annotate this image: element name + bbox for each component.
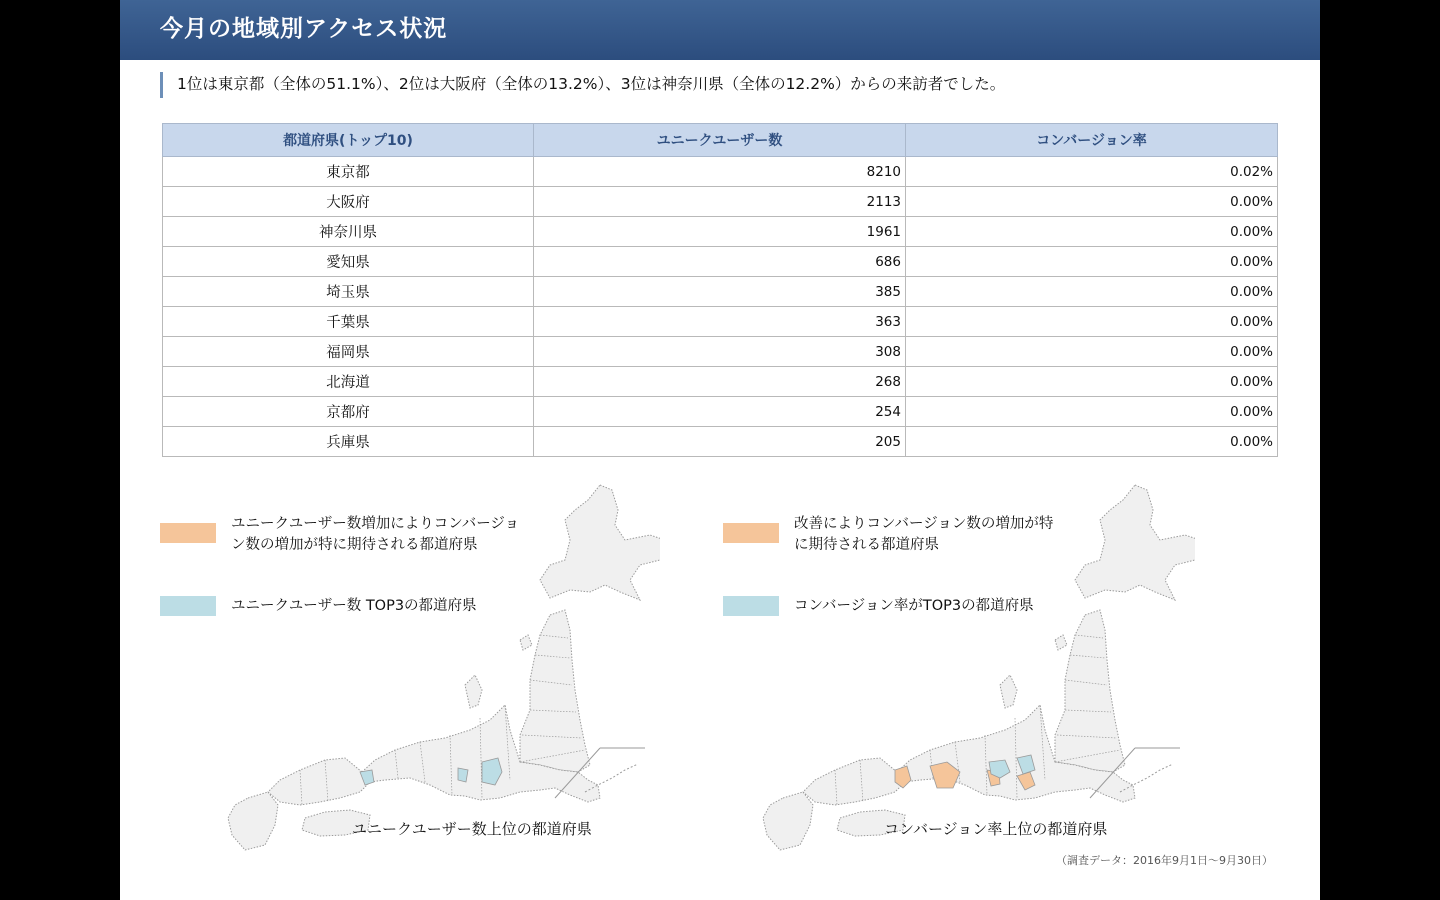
- cell-conversion-rate: 0.00%: [906, 307, 1278, 337]
- cell-prefecture: 東京都: [163, 157, 534, 187]
- title-bar: [120, 0, 1320, 60]
- cell-unique-users: 308: [534, 337, 906, 367]
- map-caption-right: コンバージョン率上位の都道府県: [884, 820, 1108, 838]
- table-row: [163, 427, 1278, 457]
- table-row: [163, 247, 1278, 277]
- cell-conversion-rate: 0.00%: [906, 427, 1278, 457]
- cell-prefecture: 埼玉県: [163, 277, 534, 307]
- cell-unique-users: 254: [534, 397, 906, 427]
- cell-prefecture: 福岡県: [163, 337, 534, 367]
- cell-conversion-rate: 0.00%: [906, 247, 1278, 277]
- cell-unique-users: 363: [534, 307, 906, 337]
- cell-prefecture: 兵庫県: [163, 427, 534, 457]
- header-prefecture: 都道府県(トップ10): [163, 124, 534, 157]
- cell-conversion-rate: 0.00%: [906, 187, 1278, 217]
- cell-unique-users: 205: [534, 427, 906, 457]
- legend-text-blue: ユニークユーザー数 TOP3の都道府県: [231, 598, 477, 614]
- page-title: 今月の地域別アクセス状況: [160, 16, 448, 42]
- prefecture-shapes: [228, 485, 660, 850]
- cell-unique-users: 2113: [534, 187, 906, 217]
- table-row: [163, 367, 1278, 397]
- legend-text-orange: ユニークユーザー数増加によりコンバージョン数の増加が特に期待される都道府県: [231, 516, 520, 553]
- japan-map-left: [220, 480, 660, 860]
- cell-conversion-rate: 0.00%: [906, 367, 1278, 397]
- cell-conversion-rate: 0.00%: [906, 337, 1278, 367]
- cell-prefecture: 京都府: [163, 397, 534, 427]
- cell-prefecture: 大阪府: [163, 187, 534, 217]
- table-row: [163, 337, 1278, 367]
- cell-unique-users: 8210: [534, 157, 906, 187]
- cell-conversion-rate: 0.00%: [906, 217, 1278, 247]
- table-header-row: [163, 124, 1278, 157]
- cell-prefecture: 神奈川県: [163, 217, 534, 247]
- cell-prefecture: 千葉県: [163, 307, 534, 337]
- table-row: [163, 397, 1278, 427]
- cell-unique-users: 268: [534, 367, 906, 397]
- table-row: [163, 157, 1278, 187]
- cell-conversion-rate: 0.02%: [906, 157, 1278, 187]
- prefecture-shapes: [763, 485, 1195, 850]
- japan-map-right: [755, 480, 1195, 860]
- region-table: [162, 123, 1278, 457]
- map-caption-left: ユニークユーザー数上位の都道府県: [352, 820, 592, 838]
- cell-unique-users: 686: [534, 247, 906, 277]
- table-row: [163, 307, 1278, 337]
- legend-text-orange-right: 改善によりコンバージョン数の増加が特に期待される都道府県: [794, 516, 1054, 553]
- highlight-kanagawa: [458, 768, 468, 782]
- cell-unique-users: 1961: [534, 217, 906, 247]
- table-row: [163, 187, 1278, 217]
- cell-conversion-rate: 0.00%: [906, 277, 1278, 307]
- table-row: [163, 277, 1278, 307]
- table-row: [163, 217, 1278, 247]
- header-unique-users: ユニークユーザー数: [534, 124, 906, 157]
- slide: [120, 0, 1320, 900]
- header-conversion-rate: コンバージョン率: [906, 124, 1278, 157]
- cell-unique-users: 385: [534, 277, 906, 307]
- cell-conversion-rate: 0.00%: [906, 397, 1278, 427]
- footnote: （調査データ：2016年9月1日～9月30日）: [1056, 854, 1273, 867]
- cell-prefecture: 愛知県: [163, 247, 534, 277]
- legend-swatch-orange: [160, 523, 216, 543]
- legend-swatch-blue: [160, 596, 216, 616]
- cell-prefecture: 北海道: [163, 367, 534, 397]
- legend-text-blue-right: コンバージョン率がTOP3の都道府県: [794, 598, 1034, 614]
- summary-text: 1位は東京都（全体の51.1%）、2位は大阪府（全体の13.2%）、3位は神奈川県（全体の12.2%）からの来訪者でした。: [160, 72, 1005, 98]
